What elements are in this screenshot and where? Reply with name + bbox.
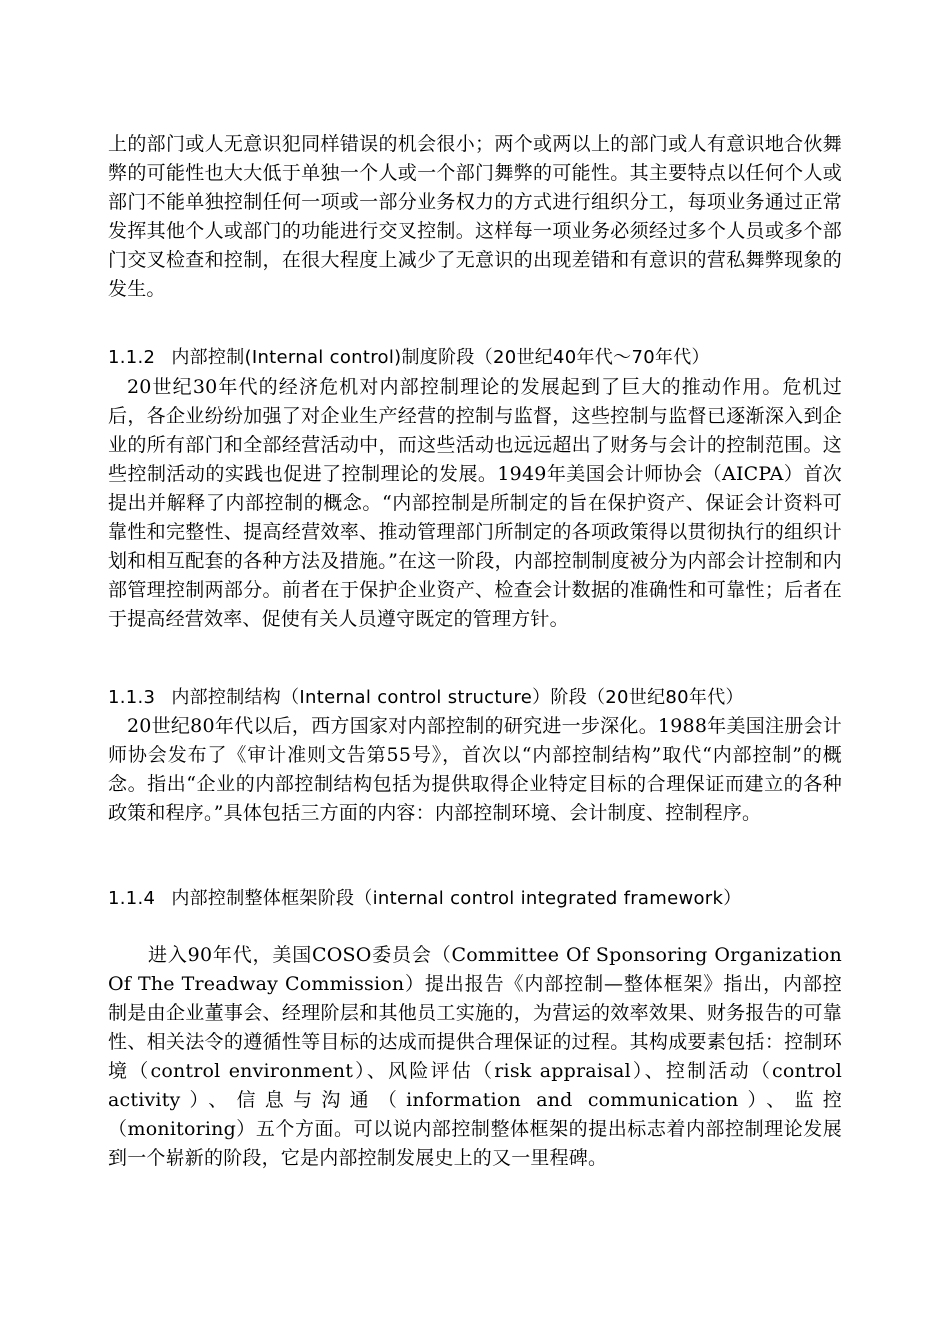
section-number: 1.1.4 bbox=[108, 888, 156, 909]
section-heading-1-1-3 bbox=[108, 685, 842, 711]
section-title: 内部控制(Internal control)制度阶段（20世纪40年代～70年代） bbox=[171, 347, 710, 368]
section-body-1-1-4: 进入90年代，美国COSO委员会（Committee Of Sponsoring Organization Of The Treadway Commission）提出报告《内部控制—整体框架》指出，内部控制是由企业董事会、经理阶层和其他员工实施的，为营运的效率效果、财务报告的可靠性、相关法令的遵循性等目标的达成而提供合理保证的过程。其构成要素包括：控制环境（control environment）、风险评估（risk appraisal）、控制活动（control activity）、信息与沟通（information and communication）、监控（monitoring）五个方面。可以说内部控制整体框架的提出标志着内部控制理论发展到一个崭新的阶段，它是内部控制发展史上的又一里程碑。 bbox=[108, 944, 842, 1169]
section-heading-1-1-2 bbox=[108, 345, 842, 371]
section-body-1-1-3: 20世纪80年代以后，西方国家对内部控制的研究进一步深化。1988年美国注册会计师协会发布了《审计准则文告第55号》，首次以“内部控制结构”取代“内部控制”的概念。指出“企业的内部控制结构包括为提供取得企业特定目标的合理保证而建立的各种政策和程序。”具体包括三方面的内容：内部控制环境、会计制度、控制程序。 bbox=[108, 715, 842, 824]
intro-paragraph: 上的部门或人无意识犯同样错误的机会很小；两个或两以上的部门或人有意识地合伙舞弊的可能性也大大低于单独一个人或一个部门舞弊的可能性。其主要特点以任何个人或部门不能单独控制任何一项或一部分业务权力的方式进行组织分工，每项业务通过正常发挥其他个人或部门的功能进行交叉控制。这样每一项业务必须经过多个人员或多个部门交叉检查和控制，在很大程度上减少了无意识的出现差错和有意识的营私舞弊现象的发生。 bbox=[108, 133, 842, 300]
section-number: 1.1.2 bbox=[108, 347, 156, 368]
section-title: 内部控制整体框架阶段（internal control integrated framework） bbox=[171, 888, 742, 909]
section-heading-1-1-4 bbox=[108, 886, 842, 912]
section-body-1-1-2: 20世纪30年代的经济危机对内部控制理论的发展起到了巨大的推动作用。危机过后，各企业纷纷加强了对企业生产经营的控制与监督，这些控制与监督已逐渐深入到企业的所有部门和全部经营活动中，而这些活动也远远超出了财务与会计的控制范围。这些控制活动的实践也促进了控制理论的发展。1949年美国会计师协会（AICPA）首次提出并解释了内部控制的概念。“内部控制是所制定的旨在保护资产、保证会计资料可靠性和完整性、提高经营效率、推动管理部门所制定的各项政策得以贯彻执行的组织计划和相互配套的各种方法及措施。”在这一阶段，内部控制制度被分为内部会计控制和内部管理控制两部分。前者在于保护企业资产、检查会计数据的准确性和可靠性；后者在于提高经营效率、促使有关人员遵守既定的管理方针。 bbox=[108, 376, 842, 630]
section-number: 1.1.3 bbox=[108, 687, 156, 708]
section-title: 内部控制结构（Internal control structure）阶段（20世纪80年代） bbox=[171, 687, 744, 708]
